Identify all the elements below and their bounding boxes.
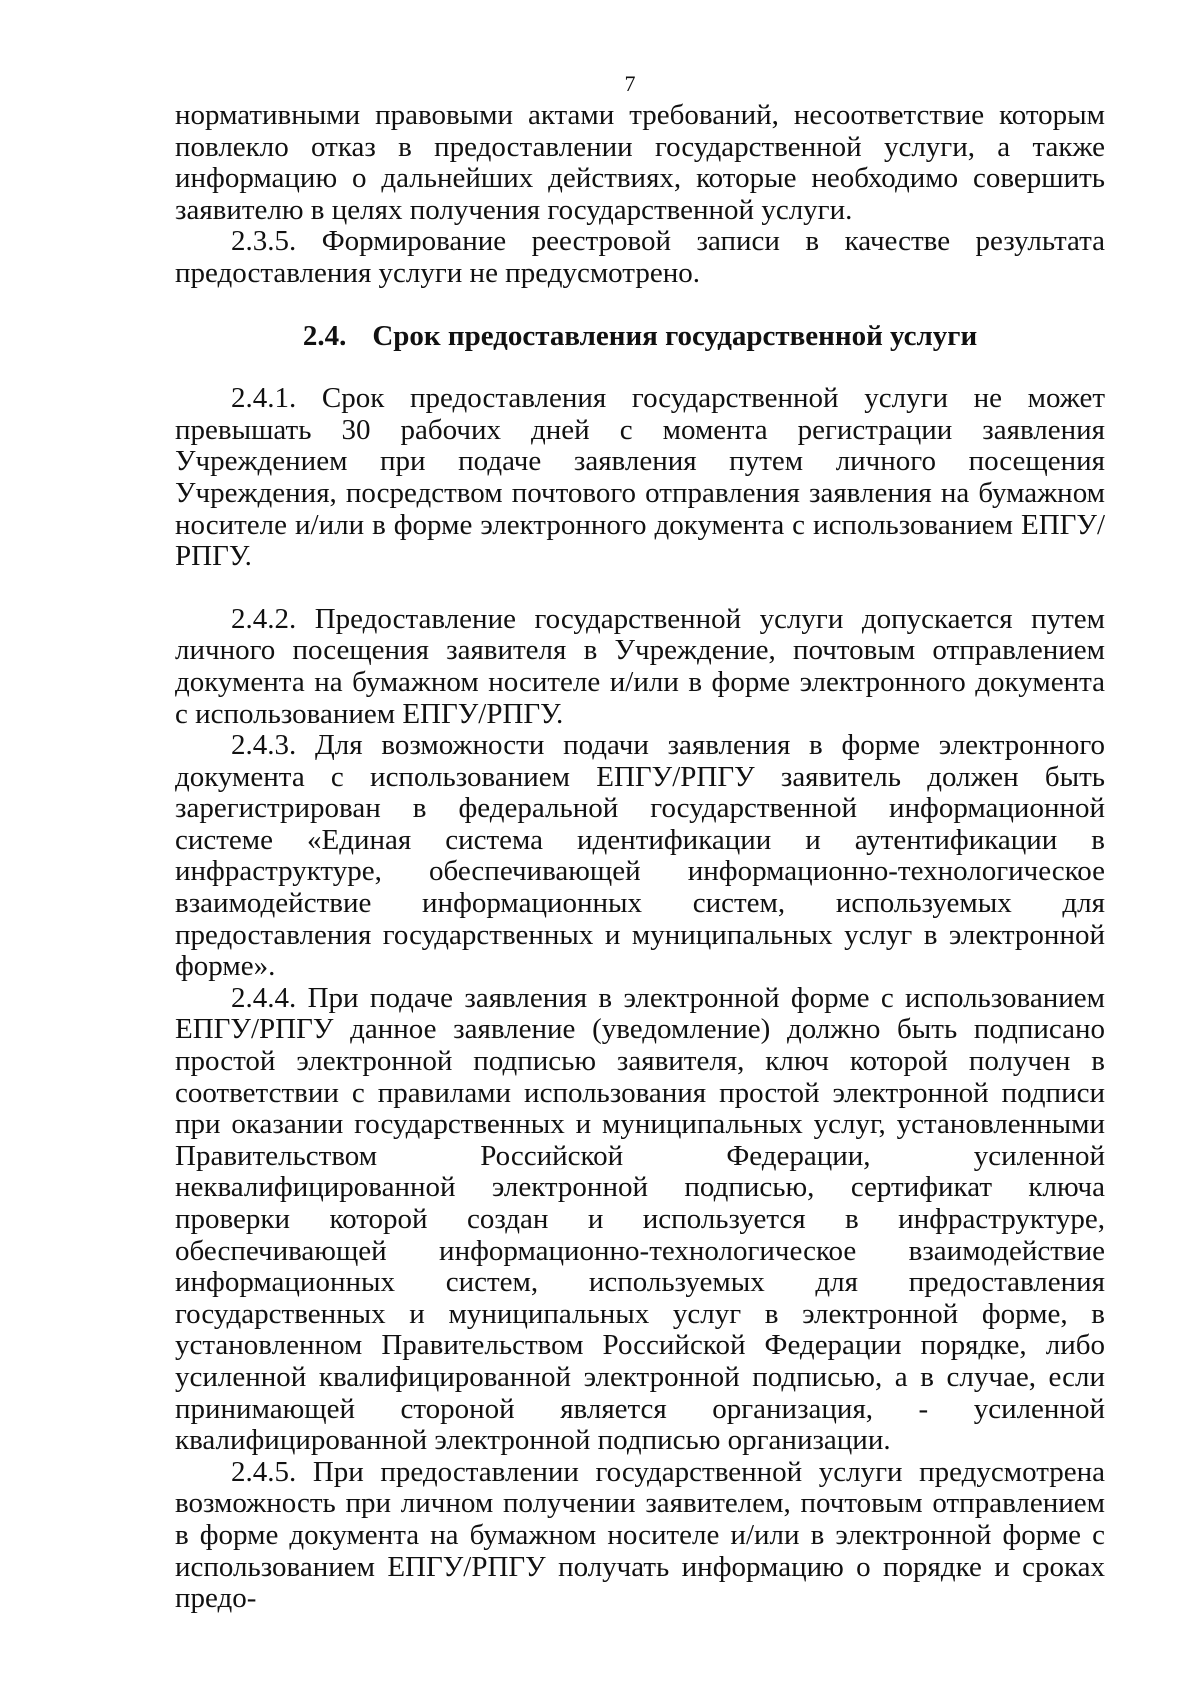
paragraph-2-4-1: 2.4.1. Срок предоставления государственной услуги не может превышать 30 рабочих дней с момента регистрации заявления Учреждением при подаче заявления путем личного посещения Учреждения, посредством почтового отправления заявления на бумажном носителе и/или в форме электронного документа с использованием ЕПГУ/РПГУ. — [175, 382, 1105, 573]
document-body — [175, 100, 1105, 1615]
page-number: 7 — [624, 71, 636, 96]
paragraph-2-4-3: 2.4.3. Для возможности подачи заявления в форме электронного документа с использованием ЕПГУ/РПГУ заявитель должен быть зарегистрирован в федеральной государственной информационной системе «Единая система идентификации и аутентификации в инфраструктуре, обеспечивающей информационно-технологическое взаимодействие информационных систем, используемых для предоставления государственных и муниципальных услуг в электронной форме». — [175, 729, 1105, 983]
paragraph-continuation: нормативными правовыми актами требований, несоответствие которым повлекло отказ в предоставлении государственной услуги, а также информацию о дальнейших действиях, которые необходимо совершить заявителю в целях получения государственной услуги. — [175, 99, 1105, 226]
paragraph-2-4-4: 2.4.4. При подаче заявления в электронной форме с использованием ЕПГУ/РПГУ данное заявление (уведомление) должно быть подписано простой электронной подписью заявителя, ключ которой получен в соответствии с правилами использования простой электронной подписи при оказании государственных и муниципальных услуг, установленными Правительством Российской Федерации, усиленной неквалифицированной электронной подписью, сертификат ключа проверки которой создан и используется в инфраструктуре, обеспечивающей информационно-технологическое взаимодействие информационных систем, используемых для предоставления государственных и муниципальных услуг в электронной форме, в установленном Правительством Российской Федерации порядке, либо усиленной квалифицированной электронной подписью, а в случае, если принимающей стороной является организация, - усиленной квалифицированной электронной подписью организации. — [175, 981, 1105, 1457]
paragraph-2-4-2: 2.4.2. Предоставление государственной услуги допускается путем личного посещения заявителя в Учреждение, почтовым отправлением документа на бумажном носителе и/или в форме электронного документа с использованием ЕПГУ/РПГУ. — [175, 602, 1105, 730]
section-heading — [175, 321, 1105, 353]
paragraph-2-3-5: 2.3.5. Формирование реестровой записи в качестве результата предоставления услуги не предусмотрено. — [175, 225, 1105, 289]
paragraph-2-4-5: 2.4.5. При предоставлении государственной услуги предусмотрена возможность при личном получении заявителем, почтовым отправлением в форме документа на бумажном носителе и/или в электронной форме с использованием ЕПГУ/РПГУ получать информацию о порядке и сроках предо- — [175, 1455, 1105, 1615]
section-number: 2.4. — [302, 319, 347, 352]
section-title: Срок предоставления государственной услуги — [372, 319, 978, 352]
